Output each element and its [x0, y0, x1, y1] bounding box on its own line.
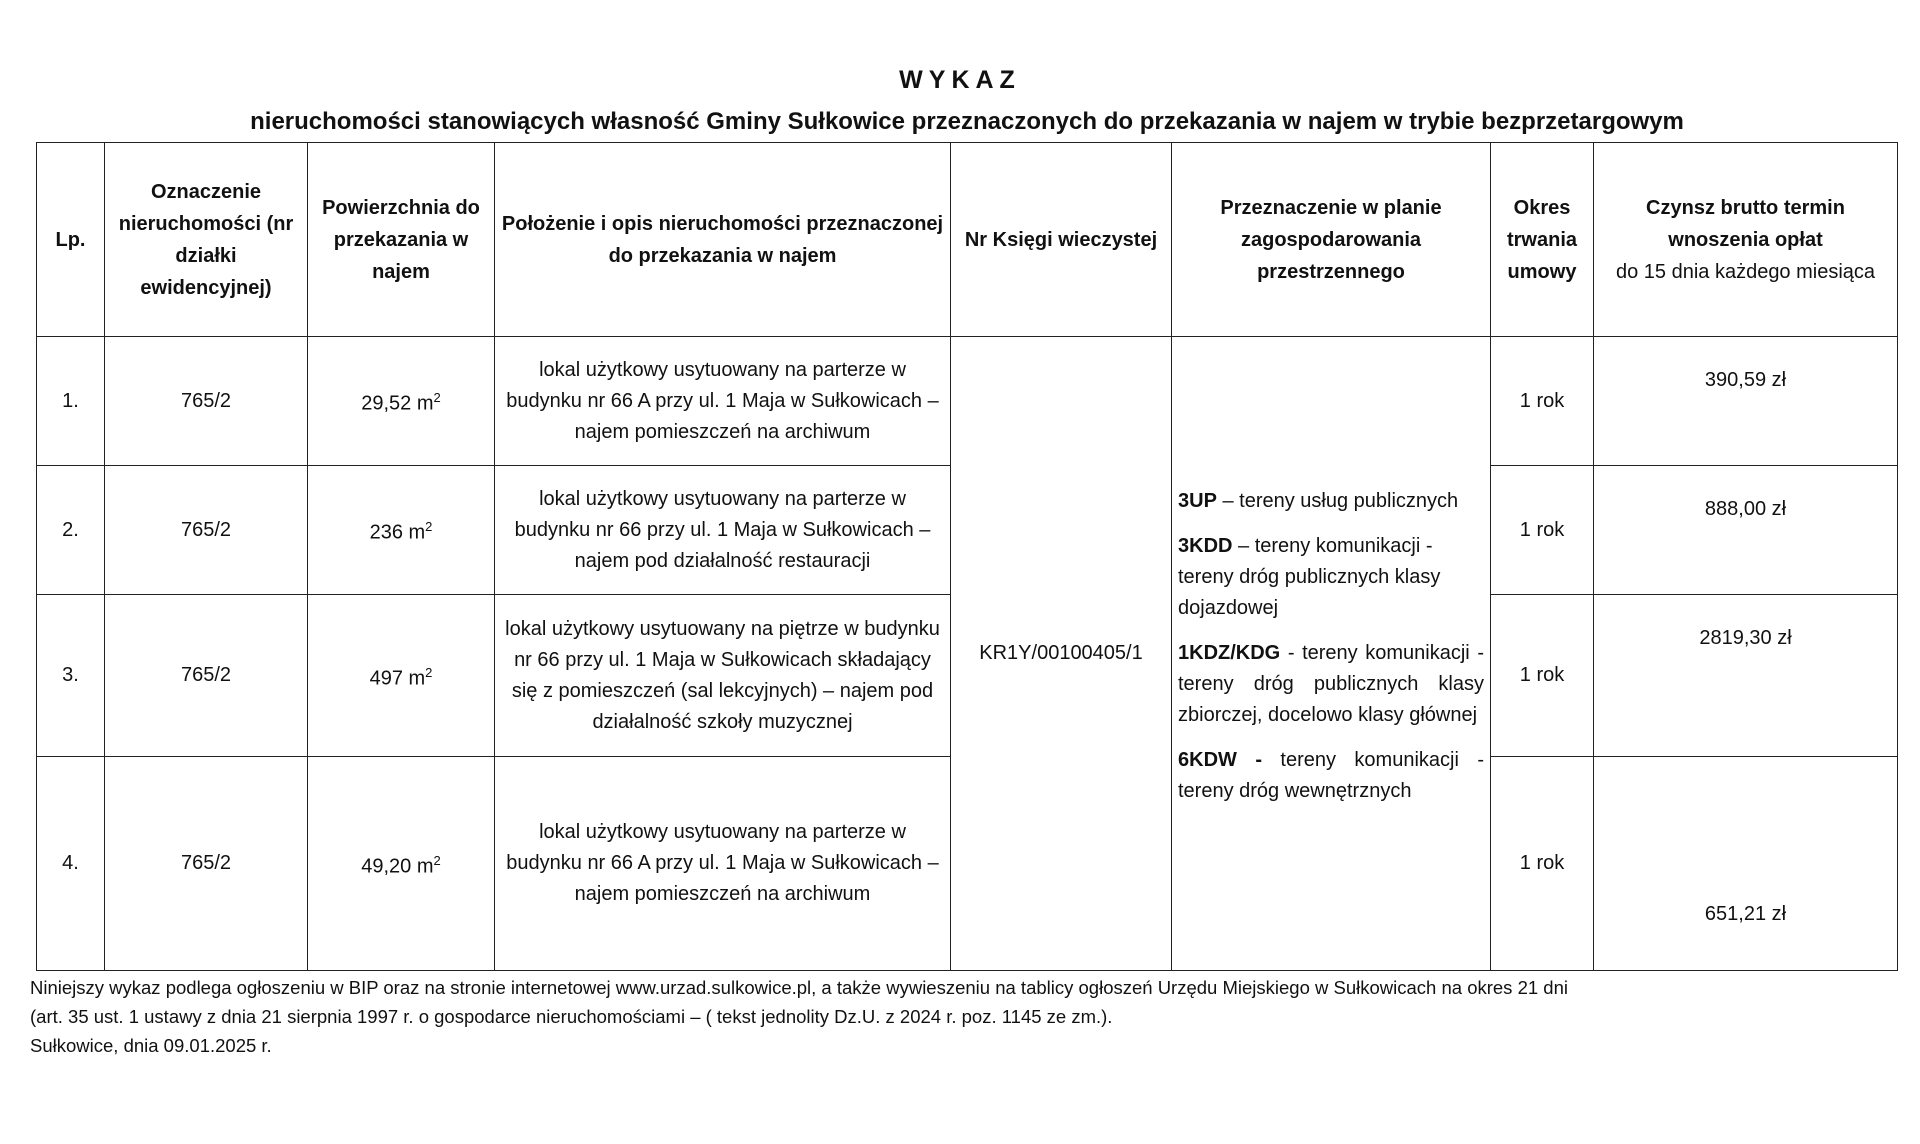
- cell-czynsz: 888,00 zł: [1594, 466, 1898, 595]
- cell-przeznaczenie: [1172, 337, 1491, 971]
- area-value: 29,52 m: [361, 392, 434, 415]
- cell-okres: 1 rok: [1491, 466, 1594, 595]
- area-unit-exp: 2: [425, 664, 433, 680]
- cell-area: [308, 337, 495, 466]
- plan-item: [1178, 745, 1484, 807]
- cell-kw: KR1Y/00100405/1: [951, 337, 1172, 971]
- cell-opis: lokal użytkowy usytuowany na parterze w budynku nr 66 A przy ul. 1 Maja w Sułkowicach – najem pomieszczeń na archiwum: [495, 757, 951, 971]
- cell-okres: 1 rok: [1491, 337, 1594, 466]
- plan-code: 1KDZ/KDG: [1178, 642, 1281, 664]
- area-unit-exp: 2: [433, 390, 441, 406]
- table-row: [37, 337, 1898, 466]
- plan-item: [1178, 638, 1484, 731]
- plan-item: [1178, 531, 1484, 624]
- cell-czynsz: 2819,30 zł: [1594, 595, 1898, 757]
- cell-opis: lokal użytkowy usytuowany na parterze w budynku nr 66 A przy ul. 1 Maja w Sułkowicach – najem pomieszczeń na archiwum: [495, 337, 951, 466]
- cell-lp: 1.: [37, 337, 105, 466]
- area-unit-exp: 2: [425, 519, 433, 535]
- cell-dzialka: 765/2: [105, 466, 308, 595]
- cell-dzialka: 765/2: [105, 757, 308, 971]
- header-oznaczenie: Oznaczenie nieruchomości (nr działki ewidencyjnej): [105, 143, 308, 337]
- header-czynsz-label: Czynsz brutto termin wnoszenia opłat: [1646, 196, 1845, 251]
- cell-lp: 4.: [37, 757, 105, 971]
- footer-line: Niniejszy wykaz podlega ogłoszeniu w BIP oraz na stronie internetowej www.urzad.sulkowice.pl, a także wywieszeniu na tablicy ogłoszeń Urzędu Miejskiego w Sułkowicach na okres 21 dni: [30, 977, 1568, 998]
- header-czynsz: [1594, 143, 1898, 337]
- header-row: [37, 143, 1898, 337]
- cell-lp: 3.: [37, 595, 105, 757]
- header-kw: Nr Księgi wieczystej: [951, 143, 1172, 337]
- plan-desc: tereny komunikacji - tereny dróg wewnętrznych: [1178, 749, 1484, 802]
- document-title: WYKAZ: [899, 66, 1021, 94]
- document-subtitle: nieruchomości stanowiących własność Gminy Sułkowice przeznaczonych do przekazania w najem w trybie bezprzetargowym: [250, 108, 1684, 135]
- area-value: 49,20 m: [361, 855, 434, 878]
- cell-czynsz: 651,21 zł: [1594, 757, 1898, 971]
- area-value: 236 m: [369, 521, 426, 544]
- footer-line: (art. 35 ust. 1 ustawy z dnia 21 sierpnia 1997 r. o gospodarce nieruchomościami – ( tekst jednolity Dz.U. z 2024 r. poz. 1145 ze zm.).: [30, 1006, 1113, 1027]
- plan-desc: – tereny usług publicznych: [1216, 490, 1459, 512]
- cell-opis: lokal użytkowy usytuowany na piętrze w budynku nr 66 przy ul. 1 Maja w Sułkowicach składający się z pomieszczeń (sal lekcyjnych) – najem pod działalność szkoły muzycznej: [495, 595, 951, 757]
- cell-lp: 2.: [37, 466, 105, 595]
- header-lp: Lp.: [37, 143, 105, 337]
- property-table: [36, 142, 1898, 971]
- cell-okres: 1 rok: [1491, 757, 1594, 971]
- plan-desc: - tereny komunikacji - tereny dróg publicznych klasy zbiorczej, docelowo klasy głównej: [1178, 642, 1484, 726]
- footer-note: [30, 973, 1568, 1060]
- footer-date: Sułkowice, dnia 09.01.2025 r.: [30, 1035, 272, 1056]
- header-polozenie: Położenie i opis nieruchomości przeznaczonej do przekazania w najem: [495, 143, 951, 337]
- plan-code: 3UP: [1178, 490, 1217, 512]
- area-value: 497 m: [369, 667, 426, 690]
- cell-dzialka: 765/2: [105, 595, 308, 757]
- cell-czynsz: 390,59 zł: [1594, 337, 1898, 466]
- area-unit-exp: 2: [433, 852, 441, 868]
- cell-okres: 1 rok: [1491, 595, 1594, 757]
- header-przeznaczenie: Przeznaczenie w planie zagospodarowania przestrzennego: [1172, 143, 1491, 337]
- header-czynsz-note: do 15 dnia każdego miesiąca: [1615, 260, 1876, 283]
- plan-item: [1178, 486, 1484, 517]
- header-powierzchnia: Powierzchnia do przekazania w najem: [308, 143, 495, 337]
- cell-opis: lokal użytkowy usytuowany na parterze w budynku nr 66 przy ul. 1 Maja w Sułkowicach – najem pod działalność restauracji: [495, 466, 951, 595]
- plan-code: 3KDD: [1178, 535, 1233, 557]
- cell-area: [308, 466, 495, 595]
- plan-code: 6KDW -: [1178, 749, 1262, 771]
- header-okres: Okres trwania umowy: [1491, 143, 1594, 337]
- plan-desc: – tereny komunikacji - tereny dróg publicznych klasy dojazdowej: [1178, 535, 1441, 619]
- cell-dzialka: 765/2: [105, 337, 308, 466]
- cell-area: [308, 595, 495, 757]
- cell-area: [308, 757, 495, 971]
